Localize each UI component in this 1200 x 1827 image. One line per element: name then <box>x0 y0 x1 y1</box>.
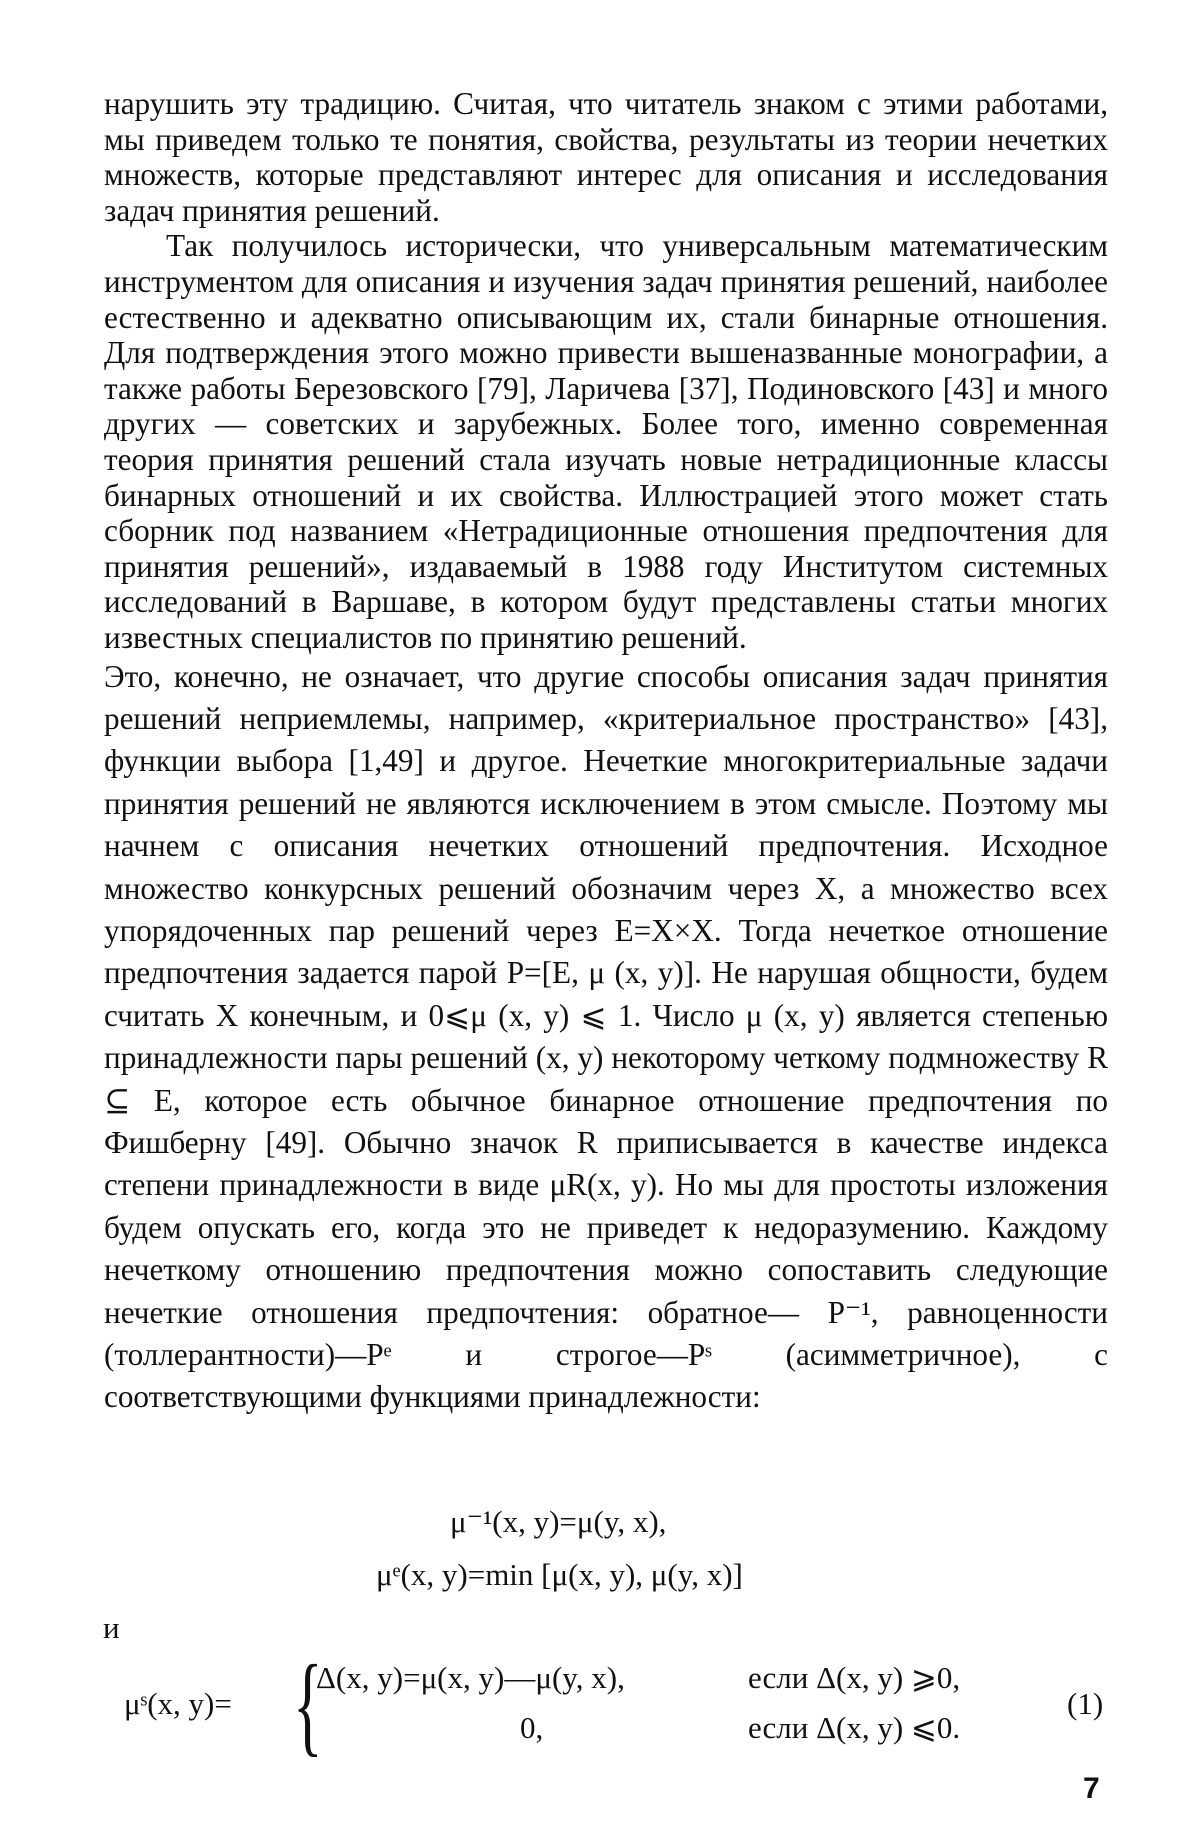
piecewise-brace: { <box>293 1643 323 1767</box>
body-text <box>104 86 1108 1419</box>
formula-strict-left: μˢ(x, y)= <box>124 1686 232 1721</box>
case-1-condition: если Δ(x, y) ⩾0, <box>748 1660 961 1695</box>
page-number: 7 <box>1083 1772 1100 1805</box>
paragraph-2-upper: Так получилось исторически, что универсальным математическим инструментом для описания и изучения задач принятия решений, наиболее естественно и адекватно описывающим их, стали бинарные отношения. Для подтверждения этого можно привести вышеназванные монографии, а также работы Березовского [79], Ларичева [37], Подиновского [43] и много других — советских и зарубежных. Более того, именно современная теория принятия решений стала изучать новые нетрадиционные классы бинарных отношений и их свойства. Иллюстрацией этого может стать сборник под названием «Нетрадиционные отношения предпочтения для принятия решений», издаваемый в 1988 году Институтом системных исследований в Варшаве, в котором будут представлены статьи многих известных специалистов по принятию решений. <box>104 228 1108 655</box>
paragraph-1: нарушить эту традицию. Считая, что читатель знаком с этими работами, мы приведем только те понятия, свойства, результаты из теории нечетких множеств, которые представляют интерес для описания и исследования задач принятия решений. <box>104 86 1108 228</box>
case-1-expression: Δ(x, y)=μ(x, y)—μ(y, x), <box>316 1660 625 1695</box>
paragraph-2-lower: Это, конечно, не означает, что другие способы описания задач принятия решений неприемлемы, например, «критериальное пространство» [43], функции выбора [1,49] и другое. Нечеткие многокритериальные задачи принятия решений не являются исключением в этом смысле. Поэтому мы начнем с описания нечетких отношений предпочтения. Исходное множество конкурсных решений обозначим через X, а множество всех упорядоченных пар решений через E=X×X. Тогда нечеткое отношение предпочтения задается парой P=[E, μ (x, y)]. Не нарушая общности, будем считать X конечным, и 0⩽μ (x, y) ⩽ 1. Число μ (x, y) является степенью принадлежности пары решений (x, y) некоторому четкому подмножеству R ⊆ E, которое есть обычное бинарное отношение предпочтения по Фишберну [49]. Обычно значок R приписывается в качестве индекса степени принадлежности в виде μR(x, y). Но мы для простоты изложения будем опускать его, когда это не приведет к недоразумению. Каждому нечеткому отношению предпочтения можно сопоставить следующие нечеткие отношения предпочтения: обратное— P⁻¹, равноценности (толлерантности)—Pᵉ и строгое—Pˢ (асимметричное), с соответствующими функциями принадлежности: <box>104 658 1108 1415</box>
conjunction-and: и <box>103 1610 120 1645</box>
case-2-condition: если Δ(x, y) ⩽0. <box>748 1710 961 1745</box>
formula-inverse: μ⁻¹(x, y)=μ(y, x), <box>450 1504 667 1539</box>
equation-number: (1) <box>1067 1686 1104 1721</box>
formula-equivalence: μᵉ(x, y)=min [μ(x, y), μ(y, x)] <box>376 1557 743 1592</box>
case-2-expression: 0, <box>520 1710 544 1745</box>
